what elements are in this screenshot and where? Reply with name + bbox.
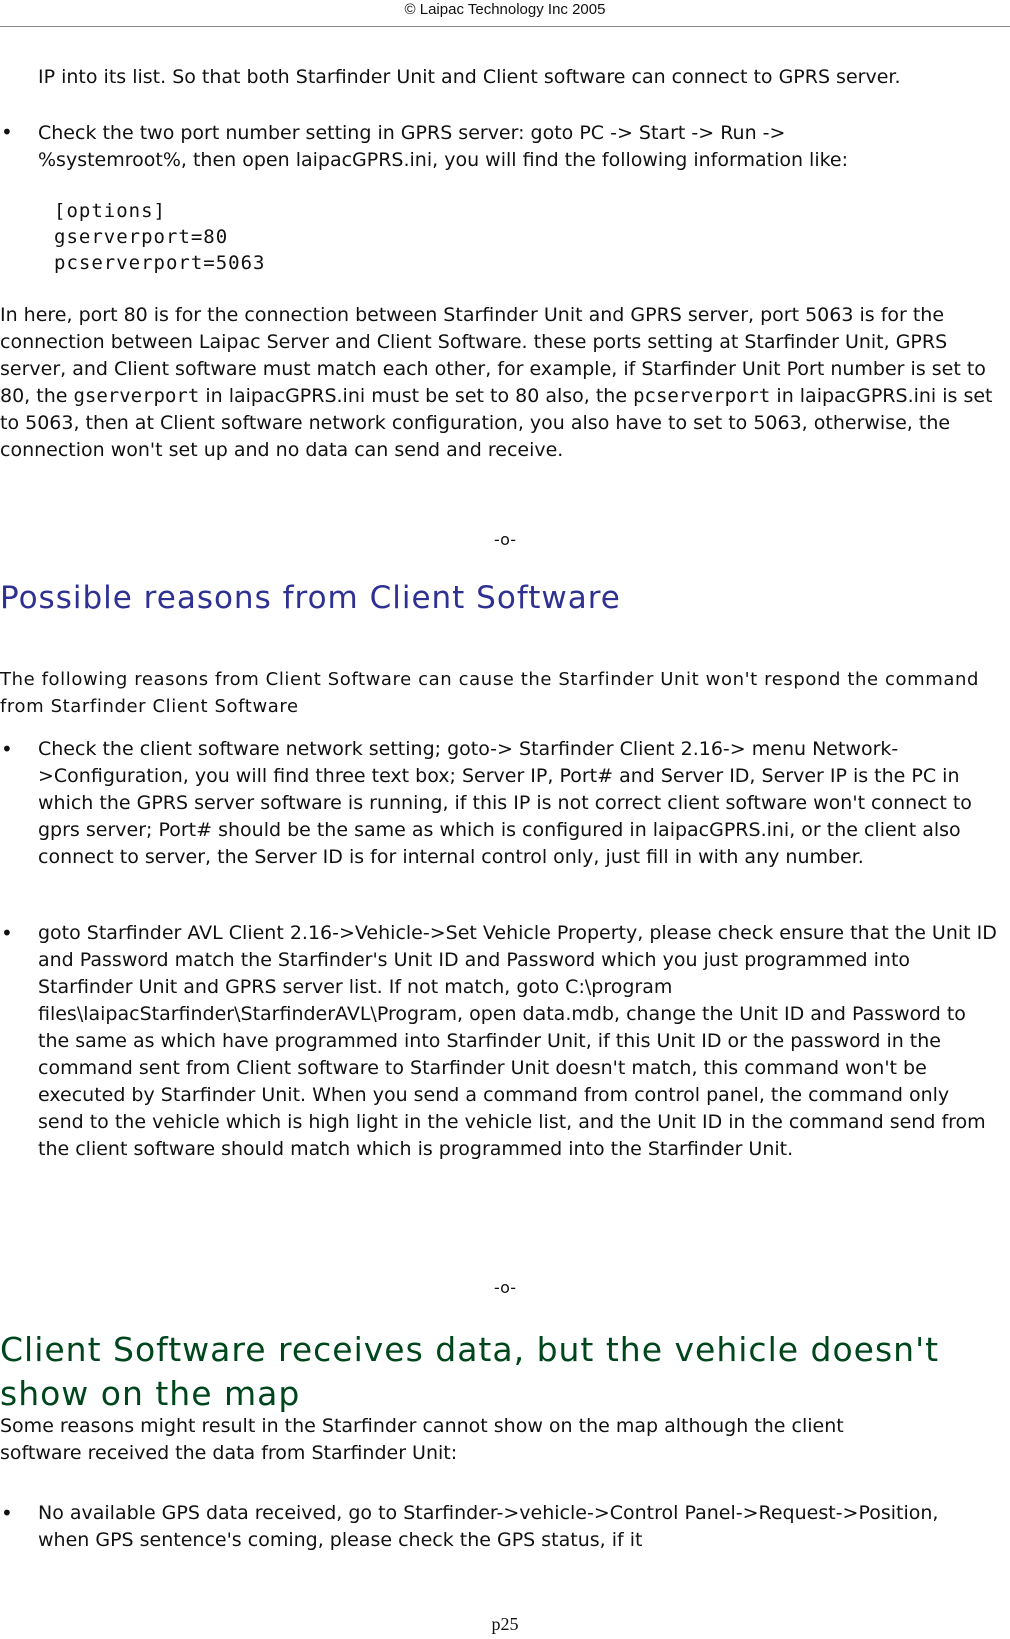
network-setting-bullet: Check the client software network setting; goto-> Starfinder Client 2.16-> menu Network->Configuration, you will find three text box; Server IP, Port# and Server ID, Server IP is the PC in which the GPRS server software is running, if this IP is not correct client software won't connect to gprs server; Port# should be the same as which is configured in laipacGPRS.ini, or the client also connect to server, the Server ID is for internal control only, just fill in with any number. xyxy=(38,738,972,868)
no-gps-bullet: No available GPS data received, go to Starfinder->vehicle->Control Panel->Request->Position, when GPS sentence's coming, please check the GPS status, if it xyxy=(38,1502,939,1551)
unit-id-bullet: goto Starfinder AVL Client 2.16->Vehicle->Set Vehicle Property, please check ensure that the Unit ID and Password match the Starfinder's Unit ID and Password which you just programmed into Starfinder Unit and GPRS server list. If not match, goto C:\program files\laipacStarfinder\StarfinderAVL\Program, open data.mdb, change the Unit ID and Password to the same as which have programmed into Starfinder Unit, if this Unit ID or the password in the command sent from Client software to Starfinder Unit doesn't match, this command won't be executed by Starfinder Unit. When you send a command from control panel, the command only send to the vehicle which is high light in the vehicle list, and the Unit ID in the command send from the client software should match which is programmed into the Starfinder Unit. xyxy=(38,922,997,1160)
continued-paragraph: IP into its list. So that both Starfinder Unit and Client software can connect to GPRS server. xyxy=(38,66,901,88)
section-title-no-map: Client Software receives data, but the vehicle doesn't show on the map xyxy=(0,1330,940,1413)
gserverport-inline-code: gserverport xyxy=(73,385,200,407)
no-map-intro-paragraph: Some reasons might result in the Starfinder cannot show on the map although the client software received the data from Starfinder Unit: xyxy=(0,1415,844,1464)
code-line-gserverport: gserverport=80 xyxy=(54,226,229,248)
page-header xyxy=(0,0,1010,27)
section-title-client-software: Possible reasons from Client Software xyxy=(0,580,621,616)
bullet-dot: • xyxy=(1,921,13,945)
bullet-dot: • xyxy=(1,1501,13,1525)
pcserverport-inline-code: pcserverport xyxy=(633,385,771,407)
port-bullet-text: Check the two port number setting in GPRS server: goto PC -> Start -> Run -> %systemroot%, then open laipacGPRS.ini, you will find the following information like: xyxy=(38,122,849,171)
bullet-dot: • xyxy=(1,737,13,761)
copyright-text: © Laipac Technology Inc 2005 xyxy=(404,1,606,18)
bullet-dot: • xyxy=(1,120,13,144)
code-line-options: [options] xyxy=(54,200,166,222)
code-line-pcserverport: pcserverport=5063 xyxy=(54,252,266,274)
section-subtitle: The following reasons from Client Software can cause the Starfinder Unit won't respond the command from Starfinder Client Software xyxy=(0,669,980,717)
section-separator: -o- xyxy=(494,1278,516,1297)
port-explanation-paragraph: In here, port 80 is for the connection between Starfinder Unit and GPRS server, port 5063 is for the connection between Laipac Server and Client Software. these ports setting at Starfinder Unit, GPRS server, and Client software must match each other, for example, if Starfinder Unit Port number is set to 80, the gserverport in laipacGPRS.ini must be set to 80 also, the pcserverport in laipacGPRS.ini is set to 5063, then at Client software network configuration, you also have to set to 5063, otherwise, the connection won't set up and no data can send and receive. xyxy=(0,304,993,461)
section-separator: -o- xyxy=(494,530,516,549)
page-number: p25 xyxy=(491,1614,519,1634)
